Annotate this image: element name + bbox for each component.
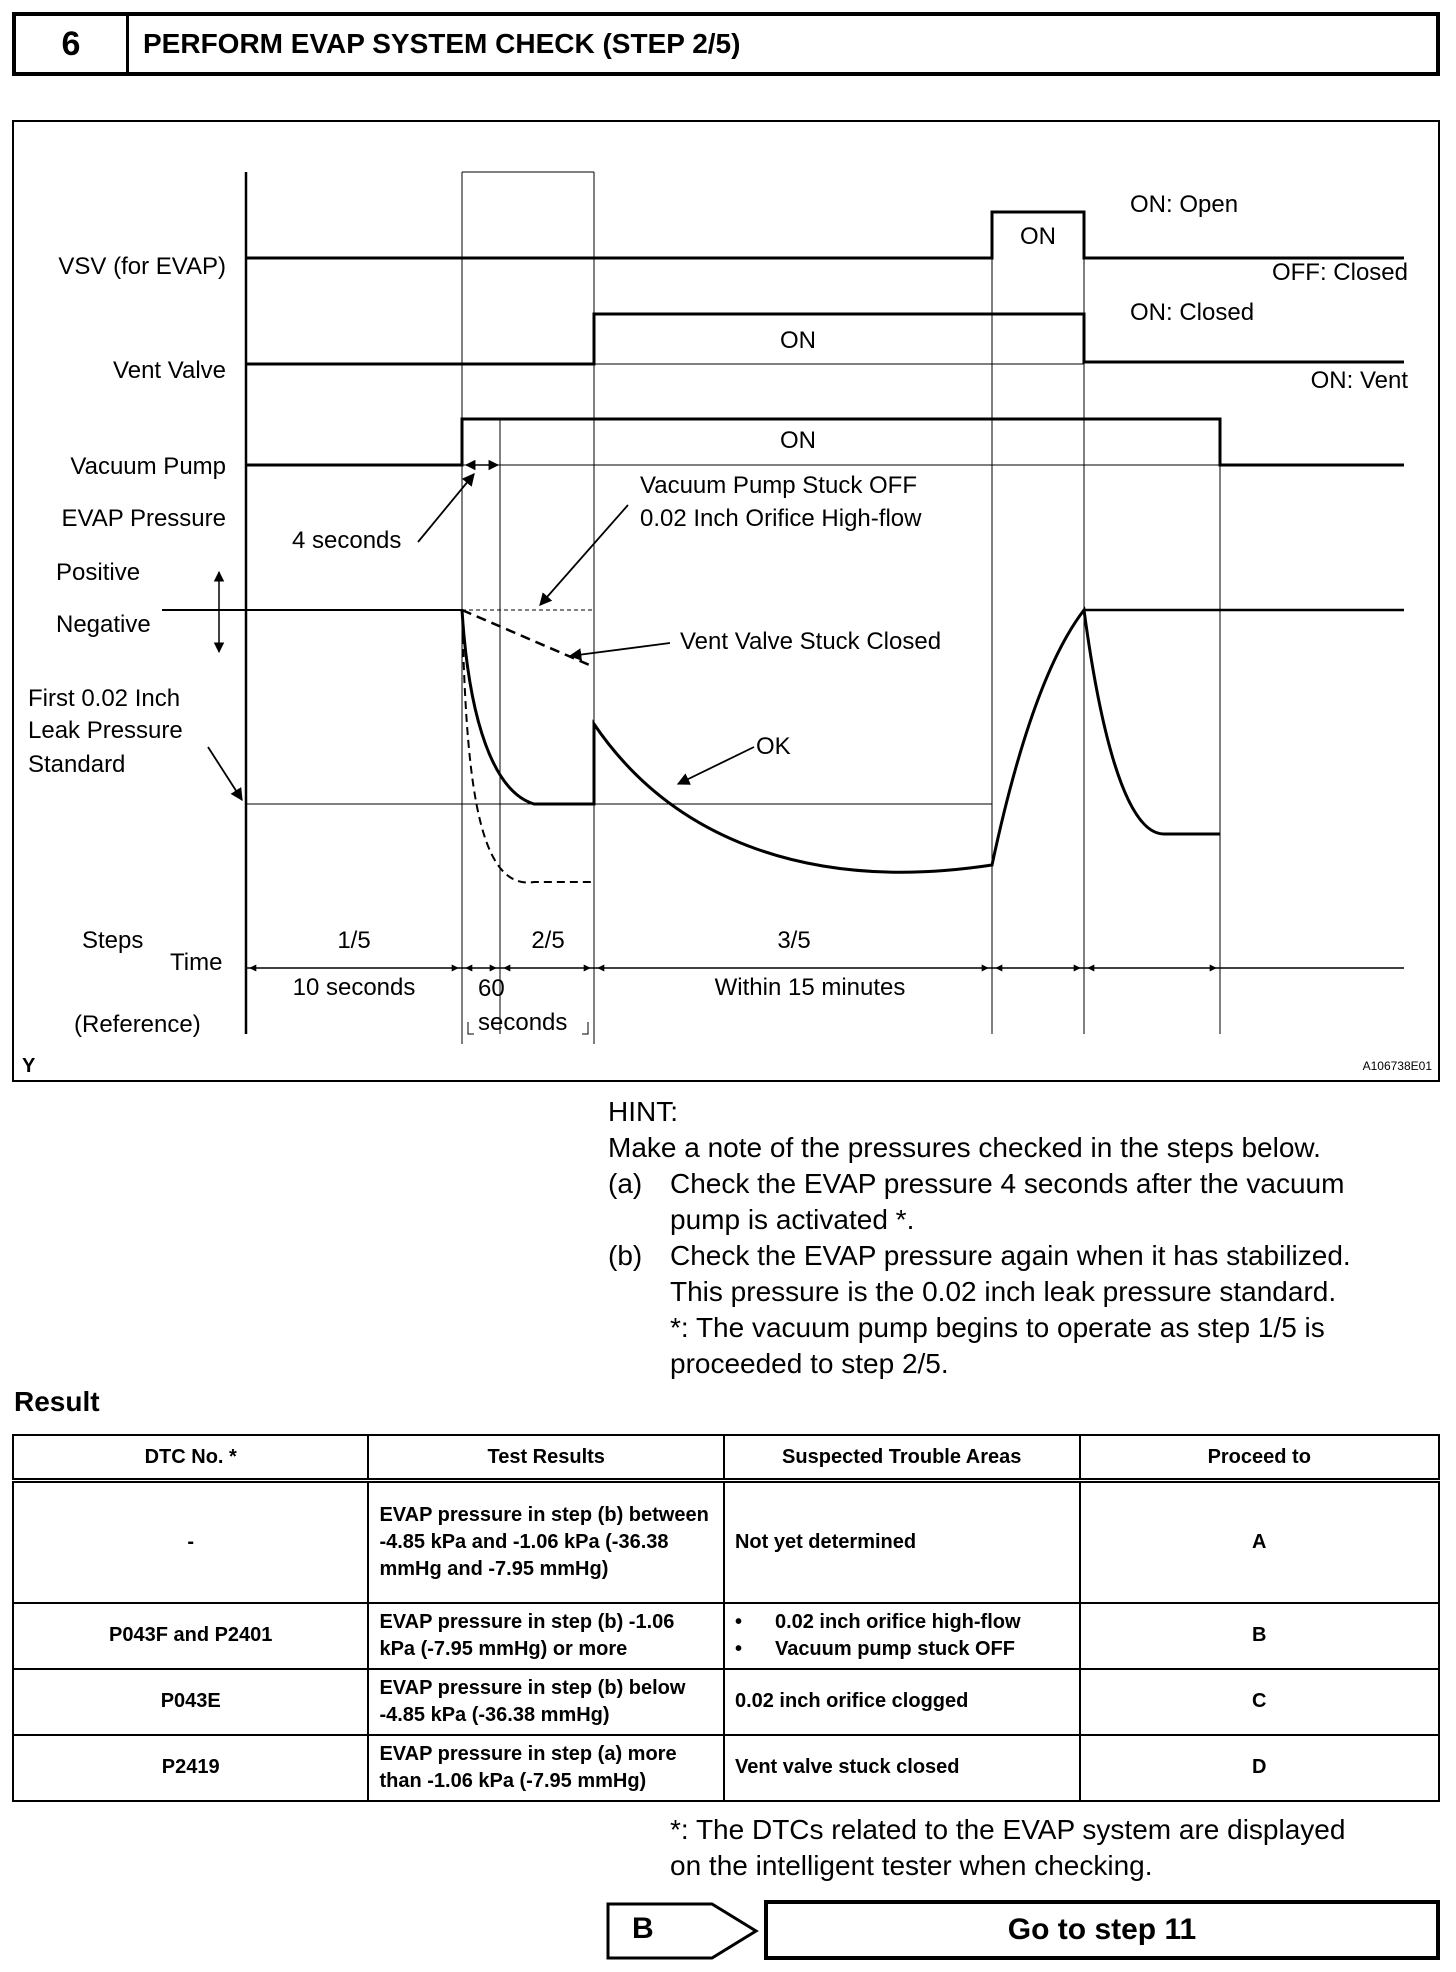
step-label: 1/5 [337,927,371,954]
timing-diagram-svg [14,122,1438,1080]
ok-leader [678,747,754,784]
vsv-signal [246,212,1404,258]
four-seconds-leader [418,474,474,542]
hint-item-text: pump is activated *. [670,1204,915,1235]
time-label: Within 15 minutes [714,974,906,1001]
hint-item-text: Check the EVAP pressure 4 seconds after the vacuum [670,1168,1345,1199]
goto-step-button[interactable]: Go to step 11 [764,1900,1440,1960]
vent-stuck-leader [570,643,670,656]
list-item: • Vacuum pump stuck OFF [735,1636,1069,1663]
proceed-cell: D [1080,1735,1440,1801]
hint-intro: Make a note of the pressures checked in the steps below. [608,1132,1321,1163]
dtc-footnote [670,1812,1430,1884]
step-header [12,12,1440,76]
dtc-cell: P043F and P2401 [13,1603,368,1669]
four-seconds-label: 4 seconds [292,527,402,554]
test-result-cell: EVAP pressure in step (b) between -4.85 kPa and -1.06 kPa (-36.38 mmHg and -7.95 mmHg) [368,1481,724,1603]
failure-curve-clogged [462,610,594,883]
time-label: seconds [478,1009,568,1036]
footnote-line: *: The DTCs related to the EVAP system are displayed [670,1814,1346,1845]
trouble-area-list [735,1609,1069,1663]
column-header: Test Results [368,1435,724,1481]
result-table [12,1434,1440,1802]
goto-letter: B [632,1912,654,1945]
footnote-line: on the intelligent tester when checking. [670,1850,1153,1881]
trouble-area-cell: Not yet determined [724,1481,1080,1603]
column-header: DTC No. * [13,1435,368,1481]
hint-item-text: Check the EVAP pressure again when it has stabilized. [670,1240,1351,1271]
failure-curve-vent-stuck [462,610,594,667]
label-vsv: VSV (for EVAP) [58,253,226,280]
time-label: 60 [478,975,505,1002]
vent-state-closed: ON: Closed [1130,299,1255,326]
proceed-cell: A [1080,1481,1440,1603]
table-row [13,1481,1439,1603]
stuck-off-leader [540,505,628,605]
goto-step-link[interactable] [606,1900,1440,1962]
label-steps: Steps [82,927,144,954]
leak-standard-leader [208,747,242,800]
dtc-cell: - [13,1481,368,1603]
bracket [468,1022,474,1034]
arrow-right-icon [606,1900,766,1962]
table-row [13,1669,1439,1735]
vsv-state-on: ON: Open [1130,191,1239,218]
timing-diagram [12,120,1440,1082]
hint-block [608,1094,1438,1382]
figure-letter: Y [22,1055,36,1077]
test-result-cell: EVAP pressure in step (b) below -4.85 kPa (-36.38 mmHg) [368,1669,724,1735]
proceed-cell: B [1080,1603,1440,1669]
label-first-leak: Standard [28,751,126,778]
label-time: Time [170,949,223,976]
label-positive: Positive [56,559,141,586]
hint-item-label: (a) [608,1168,643,1199]
table-row [13,1735,1439,1801]
hint-note: proceeded to step 2/5. [670,1348,949,1379]
label-reference: (Reference) [74,1011,201,1038]
table-row [13,1603,1439,1669]
trouble-area-cell: Vent valve stuck closed [724,1735,1080,1801]
column-header: Proceed to [1080,1435,1440,1481]
test-result-cell: EVAP pressure in step (b) -1.06 kPa (-7.95 mmHg) or more [368,1603,724,1669]
step-number: 6 [16,16,129,72]
hint-item-text: This pressure is the 0.02 inch leak pressure standard. [670,1276,1337,1307]
hint-item-b [608,1238,1438,1274]
trouble-area-cell [724,1603,1080,1669]
ok-label: OK [756,733,791,760]
vacuum-pump-signal [246,419,1404,465]
stuck-off-label: Vacuum Pump Stuck OFF [640,472,917,499]
figure-id: A106738E01 [1362,1059,1432,1073]
hint-note: *: The vacuum pump begins to operate as step 1/5 is [670,1312,1325,1343]
dtc-cell: P2419 [13,1735,368,1801]
time-label: 10 seconds [292,974,416,1001]
label-vacuum-pump: Vacuum Pump [70,453,226,480]
stuck-off-label: 0.02 Inch Orifice High-flow [640,505,922,532]
vsv-on-label: ON [1020,223,1056,250]
trouble-area-cell: 0.02 inch orifice clogged [724,1669,1080,1735]
label-vent-valve: Vent Valve [113,357,226,384]
step-label: 2/5 [531,927,565,954]
hint-item-a [608,1166,1438,1202]
hint-item-label: (b) [608,1240,643,1271]
label-evap-pressure: EVAP Pressure [61,505,226,532]
label-first-leak: Leak Pressure [28,717,183,744]
vent-stuck-label: Vent Valve Stuck Closed [680,628,942,655]
label-first-leak: First 0.02 Inch [28,685,181,712]
proceed-cell: C [1080,1669,1440,1735]
test-result-cell: EVAP pressure in step (a) more than -1.06 kPa (-7.95 mmHg) [368,1735,724,1801]
label-negative: Negative [56,611,151,638]
dtc-cell: P043E [13,1669,368,1735]
hint-title: HINT: [608,1096,678,1127]
vent-on-label: ON [780,327,816,354]
table-header-row [13,1435,1439,1481]
column-header: Suspected Trouble Areas [724,1435,1080,1481]
vent-state-vent: ON: Vent [1310,367,1408,394]
result-title: Result [14,1386,100,1417]
bracket [582,1022,588,1034]
list-item: • 0.02 inch orifice high-flow [735,1609,1069,1636]
step-title: PERFORM EVAP SYSTEM CHECK (STEP 2/5) [143,28,741,59]
step-label: 3/5 [777,927,811,954]
pump-on-label: ON [780,427,816,454]
vsv-state-off: OFF: Closed [1271,259,1408,286]
